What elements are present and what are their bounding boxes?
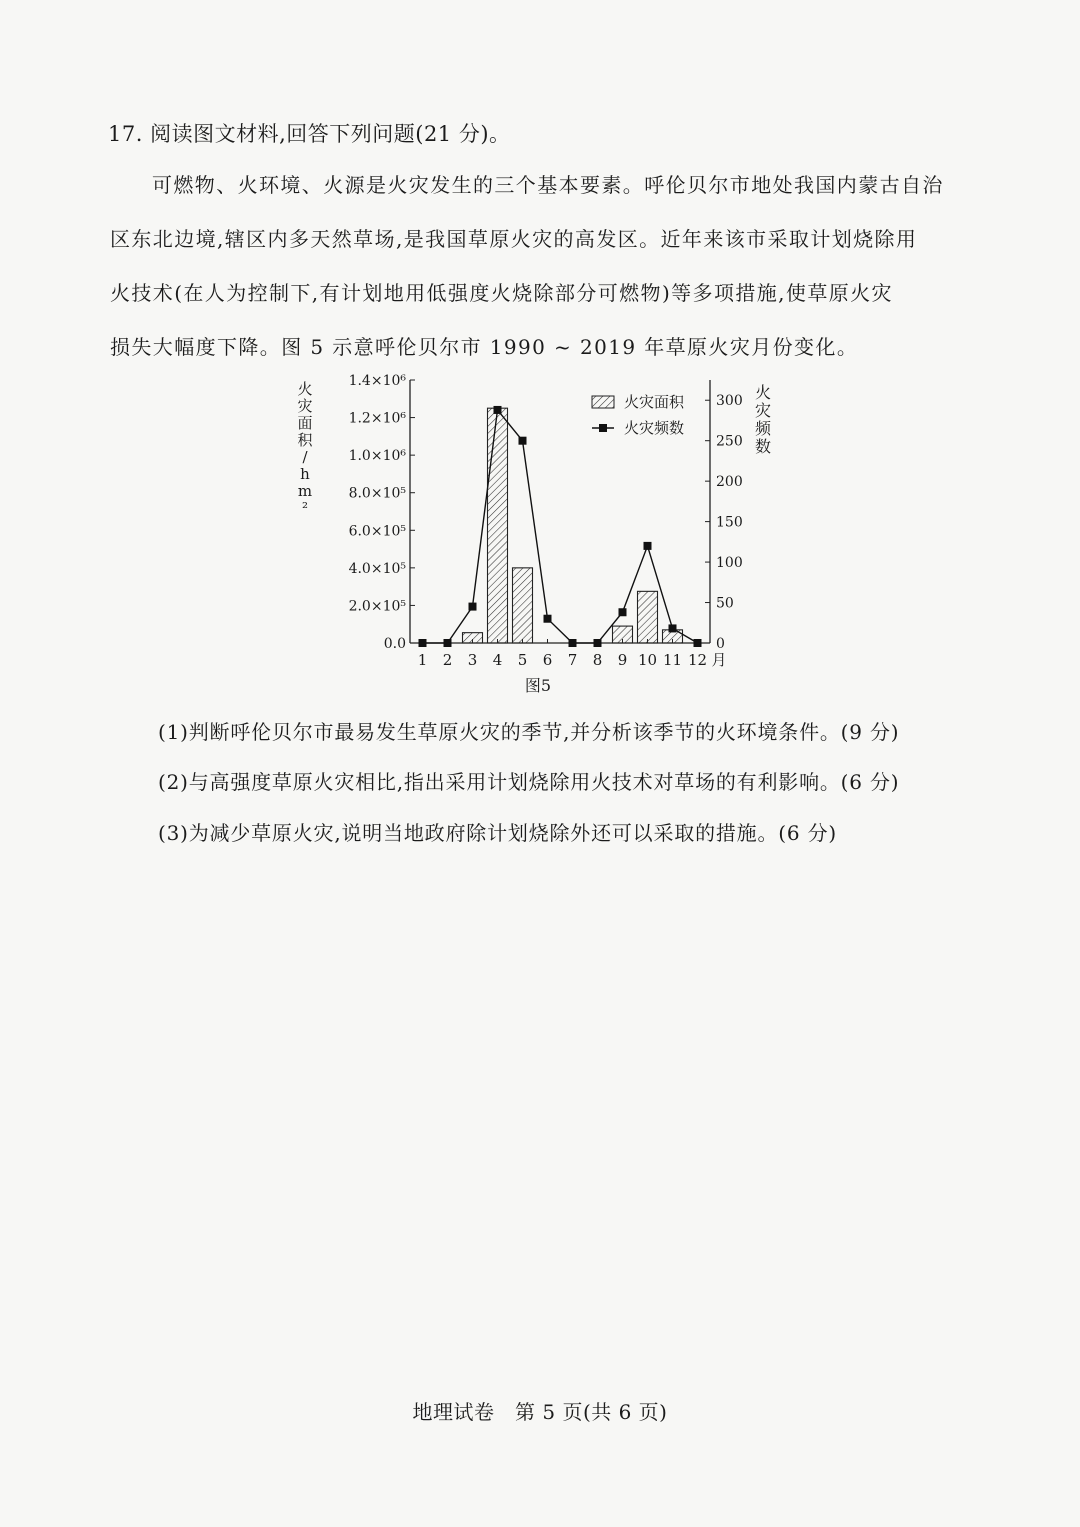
legend-line-marker — [599, 424, 607, 432]
x-tick-label: 11 — [662, 651, 683, 669]
bar-fire-area — [613, 626, 633, 643]
right-axis-title-char: 灾 — [754, 401, 772, 420]
question-title: 17. 阅读图文材料,回答下列问题(21 分)。 — [108, 122, 511, 146]
left-tick-label: 4.0×10⁵ — [348, 560, 406, 577]
x-tick-label: 4 — [492, 651, 503, 669]
right-axis-title-char: 火 — [754, 383, 772, 402]
fire-chart-svg — [270, 368, 800, 708]
left-tick-label: 2.0×10⁵ — [348, 598, 406, 615]
point-fire-frequency — [444, 639, 452, 647]
fire-chart — [270, 368, 800, 708]
left-tick-label: 1.2×10⁶ — [348, 410, 406, 427]
x-unit-label: 月 — [711, 651, 727, 669]
x-tick-label: 5 — [517, 651, 528, 669]
right-axis-title-char: 数 — [754, 437, 772, 456]
point-fire-frequency — [494, 406, 502, 414]
legend-bar-label: 火灾面积 — [624, 393, 685, 411]
x-tick-label: 8 — [592, 651, 603, 669]
point-fire-frequency — [644, 542, 652, 550]
left-axis-title-char: m — [297, 482, 313, 500]
point-fire-frequency — [544, 615, 552, 623]
point-fire-frequency — [619, 608, 627, 616]
left-axis-title-char: 灾 — [297, 397, 313, 415]
x-tick-label: 2 — [442, 651, 453, 669]
x-tick-label: 6 — [542, 651, 553, 669]
left-tick-label: 8.0×10⁵ — [348, 485, 406, 502]
point-fire-frequency — [669, 624, 677, 632]
right-tick-label: 300 — [716, 393, 743, 410]
left-tick-label: 1.0×10⁶ — [348, 448, 406, 465]
left-axis-title-char: / — [302, 448, 308, 466]
left-tick-label: 0.0 — [383, 636, 406, 652]
x-tick-label: 7 — [567, 651, 578, 669]
x-tick-label: 12 — [687, 651, 708, 669]
point-fire-frequency — [569, 639, 577, 647]
x-tick-label: 1 — [417, 651, 428, 669]
material-line: 可燃物、火环境、火源是火灾发生的三个基本要素。呼伦贝尔市地处我国内蒙古自治 — [152, 173, 944, 197]
bar-fire-area — [638, 591, 658, 643]
left-tick-label: 1.4×10⁶ — [348, 373, 406, 389]
material-line: 火技术(在人为控制下,有计划地用低强度火烧除部分可燃物)等多项措施,使草原火灾 — [110, 281, 893, 305]
left-axis-title-char: h — [300, 465, 310, 483]
point-fire-frequency — [419, 639, 427, 647]
left-tick-label: 6.0×10⁵ — [348, 523, 406, 540]
x-tick-label: 10 — [637, 651, 658, 669]
left-axis-title-char: ² — [301, 499, 309, 517]
bar-fire-area — [513, 568, 533, 643]
left-axis-title-char: 面 — [297, 414, 313, 432]
right-tick-label: 50 — [716, 595, 734, 612]
x-tick-label: 3 — [467, 651, 478, 669]
left-axis-title-char: 积 — [297, 431, 313, 449]
page-footer: 地理试卷 第 5 页(共 6 页) — [412, 1400, 668, 1424]
material-line: 损失大幅度下降。图 5 示意呼伦贝尔市 1990 ~ 2019 年草原火灾月份变化。 — [110, 335, 859, 359]
right-tick-label: 200 — [716, 474, 743, 491]
right-tick-label: 0 — [716, 636, 725, 652]
bar-fire-area — [488, 408, 508, 643]
right-axis-title-char: 频 — [754, 419, 772, 438]
point-fire-frequency — [694, 639, 702, 647]
subquestion-1: (1)判断呼伦贝尔市最易发生草原火灾的季节,并分析该季节的火环境条件。(9 分) — [158, 720, 900, 744]
subquestion-2: (2)与高强度草原火灾相比,指出采用计划烧除用火技术对草场的有利影响。(6 分) — [158, 770, 900, 794]
right-tick-label: 100 — [716, 555, 743, 572]
bar-fire-area — [463, 633, 483, 643]
left-axis-title-char: 火 — [297, 380, 313, 398]
legend-line-label: 火灾频数 — [624, 419, 685, 437]
subquestion-3: (3)为减少草原火灾,说明当地政府除计划烧除外还可以采取的措施。(6 分) — [158, 821, 837, 845]
material-line: 区东北边境,辖区内多天然草场,是我国草原火灾的高发区。近年来该市采取计划烧除用 — [110, 227, 918, 251]
figure-caption: 图5 — [524, 676, 552, 695]
question-material — [110, 158, 970, 374]
point-fire-frequency — [469, 603, 477, 611]
right-tick-label: 150 — [716, 514, 743, 531]
point-fire-frequency — [594, 639, 602, 647]
point-fire-frequency — [519, 437, 527, 445]
x-tick-label: 9 — [617, 651, 628, 669]
legend-bar-swatch — [592, 396, 614, 408]
right-tick-label: 250 — [716, 433, 743, 450]
